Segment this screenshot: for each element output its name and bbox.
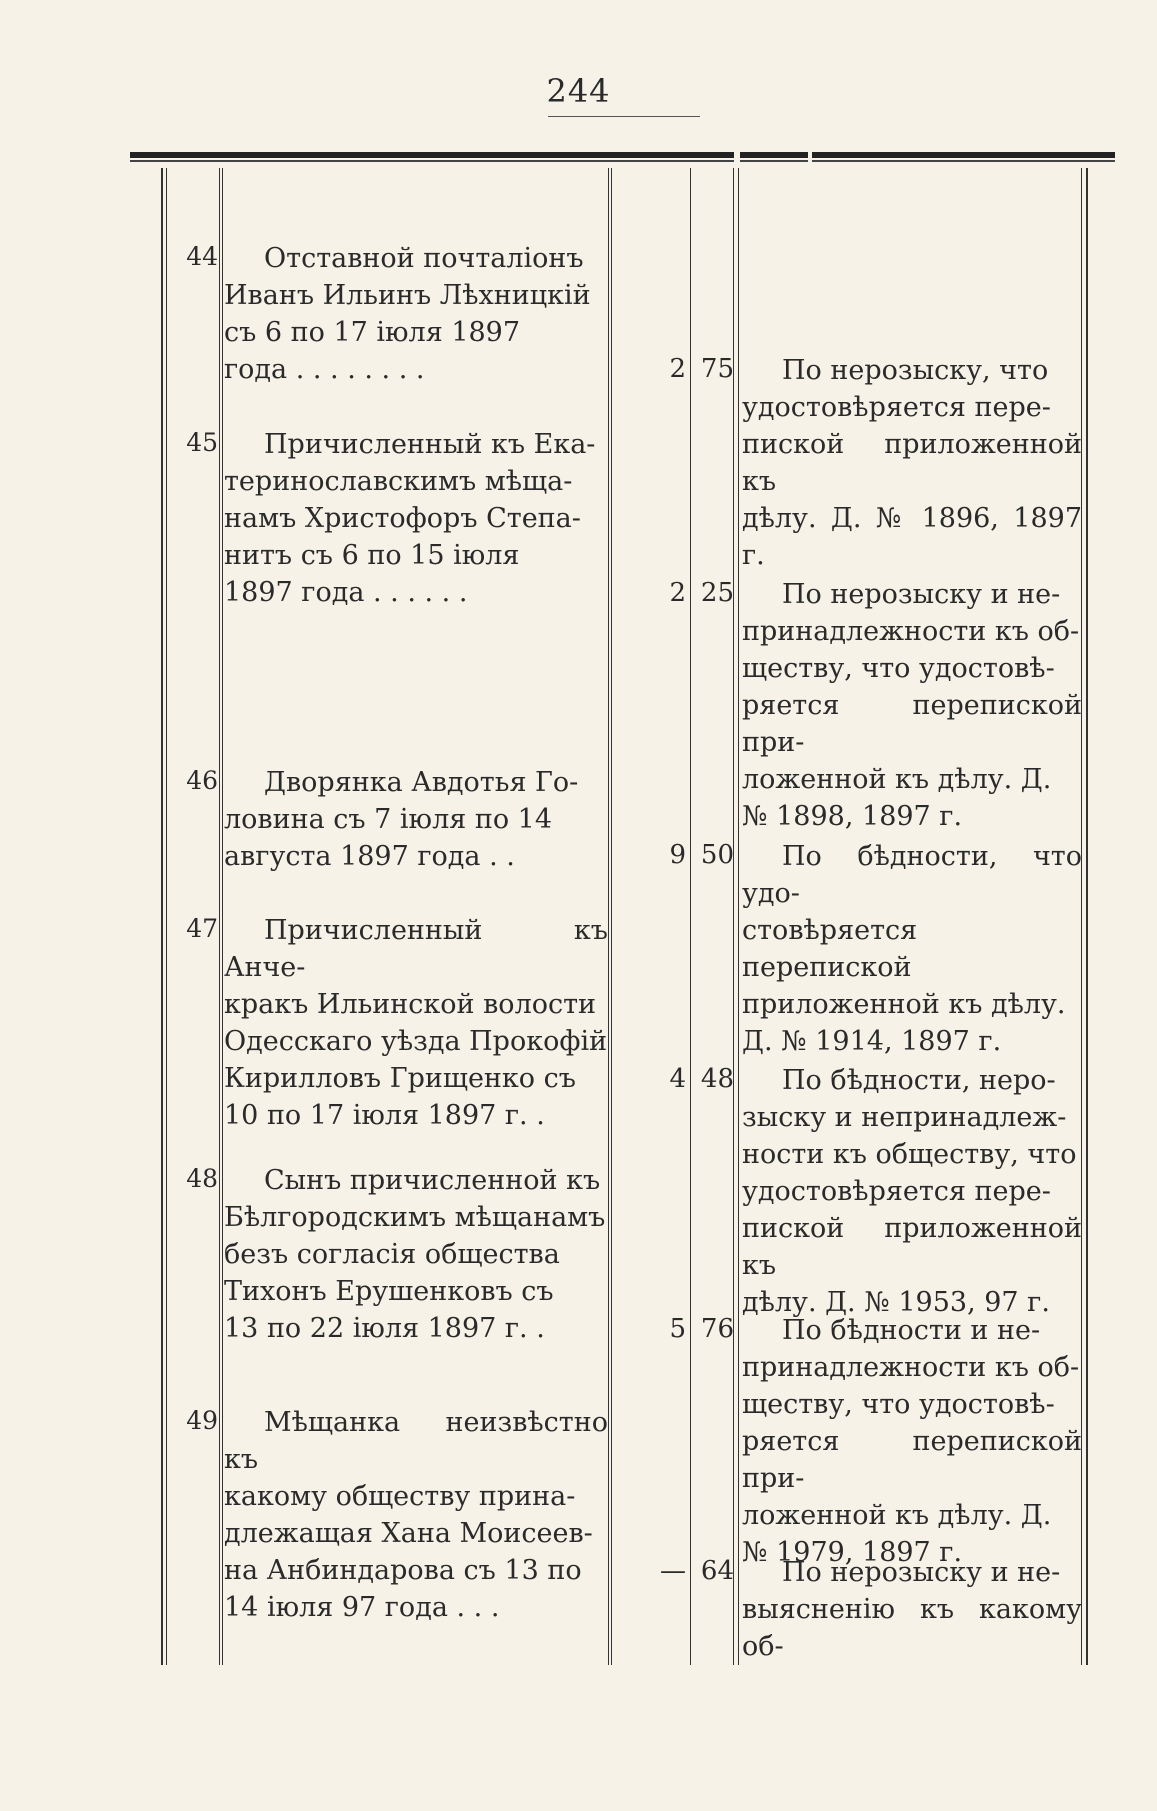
column-line — [608, 168, 609, 1665]
entry-reason: По бѣдности, что удо- стовѣряется перепиской приложенной къ дѣлу. Д. № 1914, 1897 г. — [742, 841, 1082, 1057]
entry-kopecks: 64 — [700, 1556, 734, 1586]
column-line — [733, 168, 734, 1665]
entry-rubles: 2 — [669, 354, 686, 384]
entry-rubles: 9 — [669, 840, 686, 870]
column-line — [1086, 168, 1088, 1665]
entry-reason: По нерозыску, что удостовѣряется пере- пиской приложенной къ дѣлу. Д. № 1896, 1897 г. — [742, 355, 1082, 571]
entry-number: 46 — [186, 766, 218, 795]
column-line — [222, 168, 223, 1665]
entry-number: 44 — [186, 242, 218, 271]
table-top-rule-thin — [130, 160, 1115, 162]
column-line — [611, 168, 612, 1665]
entry-name: Мѣщанка неизвѣстно къ какому обществу прина- длежащая Хана Моисеев- на Анбиндарова съ 13 по 14 іюля 97 года . . . — [224, 1407, 608, 1623]
entry-name: Дворянка Авдотья Го- ловина съ 7 іюля по 14 августа 1897 года . . — [224, 767, 579, 872]
entry-reason: По бѣдности, неро- зыску и непринадлеж- ности къ обществу, что удостовѣряется пере- пиской приложенной къ дѣлу. Д. № 1953, 97 г. — [742, 1065, 1082, 1318]
entry-name: Причисленный къ Анче- кракъ Ильинской волости Одесскаго уѣзда Прокофій Кирилловъ Грищенко съ 10 по 17 іюля 1897 г. . — [224, 915, 608, 1131]
entry-rubles: — — [660, 1556, 686, 1586]
entry-reason: По нерозыску и не- принадлежности къ об- ществу, что удостовѣ- ряется перепиской при- ложенной къ дѣлу. Д. № 1898, 1897 г. — [742, 579, 1082, 832]
entry-rubles: 2 — [669, 578, 686, 608]
entry-reason: По бѣдности и не- принадлежности къ об- ществу, что удостовѣ- ряется перепиской при- ложенной къ дѣлу. Д. № 1979, 1897 г. — [742, 1315, 1082, 1568]
entry-kopecks: 25 — [700, 578, 734, 608]
entry-rubles: 4 — [669, 1064, 686, 1094]
page-number: 244 — [546, 72, 611, 110]
entry-kopecks: 48 — [700, 1064, 734, 1094]
entry-kopecks: 76 — [700, 1314, 734, 1344]
column-line — [738, 168, 739, 1665]
entry-number: 45 — [186, 428, 218, 457]
page-number-rule — [548, 116, 700, 117]
entry-rubles: 5 — [669, 1314, 686, 1344]
entry-name: Причисленный къ Ека- теринославскимъ мѣща- намъ Христофоръ Степа- нитъ съ 6 по 15 іюля 1897 года . . . . . . — [224, 429, 596, 608]
entry-kopecks: 50 — [700, 840, 734, 870]
entry-name: Отставной почталіонъ Иванъ Ильинъ Лѣхницкій съ 6 по 17 іюля 1897 года . . . . . . . . — [224, 243, 591, 385]
entry-number: 49 — [186, 1406, 218, 1435]
entry-number: 47 — [186, 914, 218, 943]
column-line — [219, 168, 220, 1665]
entry-name: Сынъ причисленной къ Бѣлгородскимъ мѣщанамъ безъ согласія общества Тихонъ Ерушенковъ съ 13 по 22 іюля 1897 г. . — [224, 1165, 606, 1344]
table-top-rule — [130, 152, 1115, 158]
column-line — [690, 168, 691, 1665]
entry-reason: По нерозыску и не- выясненію къ какому об- — [742, 1557, 1082, 1662]
entry-kopecks: 75 — [700, 354, 734, 384]
entry-number: 48 — [186, 1164, 218, 1193]
